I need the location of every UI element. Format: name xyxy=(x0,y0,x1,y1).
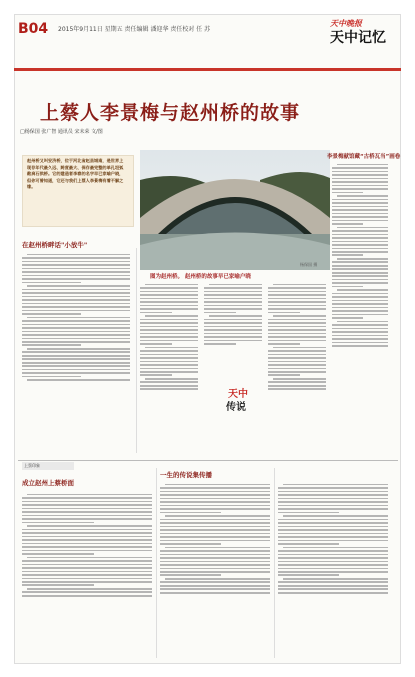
text-line xyxy=(332,167,388,169)
text-line xyxy=(140,333,198,335)
text-line xyxy=(268,308,326,310)
text-line xyxy=(204,291,262,293)
text-line xyxy=(140,357,198,359)
text-line xyxy=(204,326,262,328)
text-line xyxy=(140,368,198,370)
text-line xyxy=(22,508,152,510)
text-line xyxy=(160,519,270,521)
text-line xyxy=(209,284,262,286)
text-line xyxy=(332,293,388,295)
column-rule xyxy=(136,248,137,453)
text-line xyxy=(160,522,270,524)
text-line xyxy=(160,494,270,496)
text-line xyxy=(160,491,270,493)
body-column-8 xyxy=(278,482,388,657)
text-line xyxy=(22,334,130,336)
text-line xyxy=(140,287,198,289)
text-line xyxy=(22,578,152,580)
text-line xyxy=(268,350,326,352)
body-column-1 xyxy=(22,252,130,452)
text-line xyxy=(332,174,388,176)
text-line xyxy=(268,364,326,366)
text-line xyxy=(273,284,326,286)
text-line xyxy=(278,536,388,538)
text-line xyxy=(332,213,388,215)
text-line xyxy=(268,354,326,356)
text-line xyxy=(22,362,130,364)
text-line xyxy=(160,487,270,489)
text-line xyxy=(268,381,326,383)
text-line xyxy=(145,378,198,380)
text-line xyxy=(22,365,130,367)
text-line xyxy=(268,374,300,376)
text-line xyxy=(22,278,130,280)
text-line xyxy=(332,254,363,256)
text-line xyxy=(22,497,152,499)
text-line xyxy=(268,333,326,335)
text-line xyxy=(27,588,152,590)
text-line xyxy=(160,501,270,503)
text-line xyxy=(204,294,262,296)
bridge-photo xyxy=(140,150,330,270)
header-rule xyxy=(14,68,401,71)
text-line xyxy=(283,547,388,549)
subhead-right: 李景梅献馆藏“古桥瓦当”画卷 xyxy=(327,154,401,160)
article-title: 上蔡人李景梅与赵州桥的故事 xyxy=(40,102,301,124)
text-line xyxy=(27,317,130,319)
text-line xyxy=(332,244,388,246)
text-line xyxy=(160,554,270,556)
text-line xyxy=(332,268,388,270)
text-line xyxy=(160,508,270,510)
text-line xyxy=(22,546,152,548)
text-line xyxy=(283,515,388,517)
text-line xyxy=(160,581,270,583)
text-line xyxy=(278,592,388,594)
text-line xyxy=(204,287,262,289)
text-line xyxy=(140,374,172,376)
text-line xyxy=(160,571,270,573)
text-line xyxy=(268,329,326,331)
text-line xyxy=(278,533,388,535)
text-line xyxy=(22,522,94,524)
text-line xyxy=(332,220,388,222)
text-line xyxy=(332,230,388,232)
text-line xyxy=(160,540,270,542)
text-line xyxy=(22,518,152,520)
text-line xyxy=(278,557,388,559)
text-line xyxy=(278,564,388,566)
text-line xyxy=(22,355,130,357)
body-column-3 xyxy=(204,282,262,382)
lead-text: 赵州桥又叫安济桥，位于河北省赵县城南，是世界上现存年代最久远、跨度最大、保存最完整的单孔坦弧敞肩石拱桥。它的建造者李春的名字早已家喻户晓，但你可曾知道，它还与我们上蔡人李景梅有着不解之缘。 xyxy=(27,158,124,190)
text-line xyxy=(160,543,221,545)
text-line xyxy=(204,308,262,310)
text-line xyxy=(278,543,339,545)
text-line xyxy=(160,505,270,507)
text-line xyxy=(160,526,270,528)
text-line xyxy=(337,321,388,323)
text-line xyxy=(22,268,130,270)
text-line xyxy=(278,512,339,514)
text-line xyxy=(22,358,130,360)
page-meta: 2015年9月11日 星期五 责任编辑 潘迎华 责任校对 任 苏 xyxy=(58,26,211,33)
text-line xyxy=(145,315,198,317)
text-line xyxy=(332,303,388,305)
text-line xyxy=(332,275,388,277)
text-line xyxy=(22,564,152,566)
text-line xyxy=(204,298,262,300)
text-line xyxy=(22,310,130,312)
text-line xyxy=(332,188,388,190)
text-line xyxy=(22,536,152,538)
text-line xyxy=(160,585,270,587)
text-line xyxy=(22,376,81,378)
text-line xyxy=(332,324,388,326)
text-line xyxy=(332,185,388,187)
text-line xyxy=(140,354,198,356)
text-line xyxy=(332,282,388,284)
text-line xyxy=(337,164,388,166)
text-line xyxy=(337,195,388,197)
text-line xyxy=(332,342,388,344)
text-line xyxy=(278,487,388,489)
text-line xyxy=(22,331,130,333)
text-line xyxy=(278,574,339,576)
text-line xyxy=(160,592,270,594)
text-line xyxy=(140,329,198,331)
newspaper-logo: 天中晚报 xyxy=(330,19,362,28)
text-line xyxy=(140,381,198,383)
text-line xyxy=(268,322,326,324)
text-line xyxy=(22,550,152,552)
text-line xyxy=(27,379,130,381)
text-line xyxy=(268,287,326,289)
text-line xyxy=(332,206,388,208)
text-line xyxy=(140,294,198,296)
text-line xyxy=(278,529,388,531)
text-line xyxy=(278,526,388,528)
text-line xyxy=(204,312,236,314)
text-line xyxy=(140,388,198,390)
photo-caption: 图为赵州桥。 赵州桥的故事早已家喻户晓 xyxy=(150,274,251,280)
text-line xyxy=(140,291,198,293)
photo-credit: 杨保国 摄 xyxy=(300,262,318,267)
text-line xyxy=(165,484,270,486)
text-line xyxy=(22,539,152,541)
text-line xyxy=(204,336,262,338)
article-byline: □杨保国 张广智 通讯员 宋未荣 文/图 xyxy=(20,129,103,135)
text-line xyxy=(140,336,198,338)
text-line xyxy=(278,588,388,590)
text-line xyxy=(278,561,388,563)
text-line xyxy=(22,553,94,555)
text-line xyxy=(27,557,152,559)
text-line xyxy=(204,333,262,335)
text-line xyxy=(204,340,262,342)
text-line xyxy=(268,368,326,370)
text-line xyxy=(268,305,326,307)
text-line xyxy=(332,192,363,194)
text-line xyxy=(268,340,326,342)
text-line xyxy=(165,515,270,517)
badge-text-1: 天中 xyxy=(228,389,248,400)
text-line xyxy=(332,317,363,319)
text-line xyxy=(165,547,270,549)
text-line xyxy=(22,275,130,277)
section-name: 天中记忆 xyxy=(330,30,386,46)
body-column-2 xyxy=(140,282,198,452)
text-line xyxy=(283,578,388,580)
text-line xyxy=(22,338,130,340)
body-column-6 xyxy=(22,492,152,657)
text-line xyxy=(278,494,388,496)
text-line xyxy=(27,254,130,256)
section-tag: 上蔡印象 xyxy=(22,462,74,470)
text-line xyxy=(22,591,152,593)
text-line xyxy=(332,310,388,312)
text-line xyxy=(278,585,388,587)
subhead-left: 在赵州桥畔话"小放牛" xyxy=(22,241,88,249)
text-line xyxy=(140,326,198,328)
text-line xyxy=(278,501,388,503)
text-line xyxy=(268,336,326,338)
text-line xyxy=(204,322,262,324)
text-line xyxy=(283,484,388,486)
text-line xyxy=(204,305,262,307)
body-column-5 xyxy=(332,162,388,452)
text-line xyxy=(332,338,388,340)
text-line xyxy=(22,351,130,353)
text-line xyxy=(204,319,262,321)
text-line xyxy=(278,581,388,583)
body-column-7 xyxy=(160,482,270,657)
text-line xyxy=(278,491,388,493)
text-line xyxy=(160,550,270,552)
text-line xyxy=(273,378,326,380)
text-line xyxy=(268,326,326,328)
text-line xyxy=(278,508,388,510)
text-line xyxy=(204,343,236,345)
text-line xyxy=(160,529,270,531)
text-line xyxy=(332,328,388,330)
text-line xyxy=(140,301,198,303)
text-line xyxy=(22,289,130,291)
text-line xyxy=(337,258,388,260)
text-line xyxy=(165,578,270,580)
text-line xyxy=(145,284,198,286)
text-line xyxy=(268,301,326,303)
text-line xyxy=(160,498,270,500)
text-line xyxy=(332,307,388,309)
text-line xyxy=(160,588,270,590)
text-line xyxy=(332,286,363,288)
text-line xyxy=(268,371,326,373)
text-line xyxy=(22,501,152,503)
text-line xyxy=(332,234,388,236)
text-line xyxy=(332,265,388,267)
text-line xyxy=(22,571,152,573)
text-line xyxy=(268,294,326,296)
text-line xyxy=(22,271,130,273)
text-line xyxy=(332,300,388,302)
text-line xyxy=(332,314,388,316)
text-line xyxy=(22,296,130,298)
text-line xyxy=(332,331,388,333)
text-line xyxy=(268,388,326,390)
text-line xyxy=(204,329,262,331)
text-line xyxy=(278,571,388,573)
text-line xyxy=(204,301,262,303)
text-line xyxy=(22,515,152,517)
text-line xyxy=(160,564,270,566)
text-line xyxy=(160,574,221,576)
text-line xyxy=(22,313,81,315)
text-line xyxy=(140,364,198,366)
text-line xyxy=(140,305,198,307)
text-line xyxy=(268,357,326,359)
text-line xyxy=(268,361,326,363)
text-line xyxy=(22,574,152,576)
text-line xyxy=(22,257,130,259)
text-line xyxy=(332,178,388,180)
text-line xyxy=(140,319,198,321)
text-line xyxy=(160,568,270,570)
text-line xyxy=(22,344,81,346)
text-line xyxy=(278,550,388,552)
text-line xyxy=(22,567,152,569)
text-line xyxy=(278,519,388,521)
text-line xyxy=(22,341,130,343)
text-line xyxy=(332,335,388,337)
text-line xyxy=(278,498,388,500)
text-line xyxy=(22,529,152,531)
text-line xyxy=(22,595,152,597)
text-line xyxy=(22,292,130,294)
text-line xyxy=(27,525,152,527)
text-line xyxy=(27,285,130,287)
text-line xyxy=(22,282,81,284)
text-line xyxy=(140,371,198,373)
text-line xyxy=(268,312,300,314)
text-line xyxy=(22,299,130,301)
text-line xyxy=(278,505,388,507)
page-number: B04 xyxy=(18,21,49,37)
text-line xyxy=(22,581,152,583)
text-line xyxy=(22,306,130,308)
text-line xyxy=(27,494,152,496)
text-line xyxy=(332,199,388,201)
text-line xyxy=(278,568,388,570)
text-line xyxy=(268,319,326,321)
text-line xyxy=(140,350,198,352)
text-line xyxy=(140,322,198,324)
badge-text-2: 传说 xyxy=(226,402,246,413)
text-line xyxy=(22,327,130,329)
text-line xyxy=(22,543,152,545)
text-line xyxy=(332,202,388,204)
subhead-second-left: 成立赵州上蔡桥面 xyxy=(22,479,74,487)
text-line xyxy=(332,261,388,263)
text-line xyxy=(140,340,198,342)
text-line xyxy=(332,171,388,173)
text-line xyxy=(160,557,270,559)
text-line xyxy=(22,584,94,586)
text-line xyxy=(332,181,388,183)
text-line xyxy=(22,560,152,562)
text-line xyxy=(332,296,388,298)
text-line xyxy=(268,343,300,345)
text-line xyxy=(332,272,388,274)
text-line xyxy=(160,512,221,514)
text-line xyxy=(140,298,198,300)
text-line xyxy=(160,561,270,563)
text-line xyxy=(332,209,388,211)
text-line xyxy=(22,303,130,305)
section-divider xyxy=(18,460,398,461)
text-line xyxy=(140,308,198,310)
text-line xyxy=(337,227,388,229)
text-line xyxy=(140,343,172,345)
text-line xyxy=(278,522,388,524)
text-line xyxy=(140,312,172,314)
text-line xyxy=(27,348,130,350)
text-line xyxy=(332,216,388,218)
column-rule xyxy=(156,468,157,658)
text-line xyxy=(22,261,130,263)
text-line xyxy=(337,289,388,291)
text-line xyxy=(278,554,388,556)
text-line xyxy=(22,372,130,374)
text-line xyxy=(278,540,388,542)
subhead-second-mid: 一生的传说集传播 xyxy=(160,471,212,479)
text-line xyxy=(209,315,262,317)
body-column-4 xyxy=(268,282,326,452)
column-rule xyxy=(274,468,275,658)
text-line xyxy=(22,320,130,322)
text-line xyxy=(268,385,326,387)
text-line xyxy=(332,223,363,225)
text-line xyxy=(140,385,198,387)
text-line xyxy=(273,347,326,349)
text-line xyxy=(273,315,326,317)
text-line xyxy=(22,369,130,371)
text-line xyxy=(332,345,388,347)
text-line xyxy=(22,532,152,534)
text-line xyxy=(145,347,198,349)
text-line xyxy=(332,241,388,243)
text-line xyxy=(160,533,270,535)
text-line xyxy=(22,511,152,513)
text-line xyxy=(268,298,326,300)
text-line xyxy=(332,248,388,250)
text-line xyxy=(332,237,388,239)
text-line xyxy=(22,264,130,266)
text-line xyxy=(160,536,270,538)
text-line xyxy=(268,291,326,293)
text-line xyxy=(332,279,388,281)
text-line xyxy=(140,361,198,363)
text-line xyxy=(332,251,388,253)
text-line xyxy=(22,324,130,326)
text-line xyxy=(22,504,152,506)
